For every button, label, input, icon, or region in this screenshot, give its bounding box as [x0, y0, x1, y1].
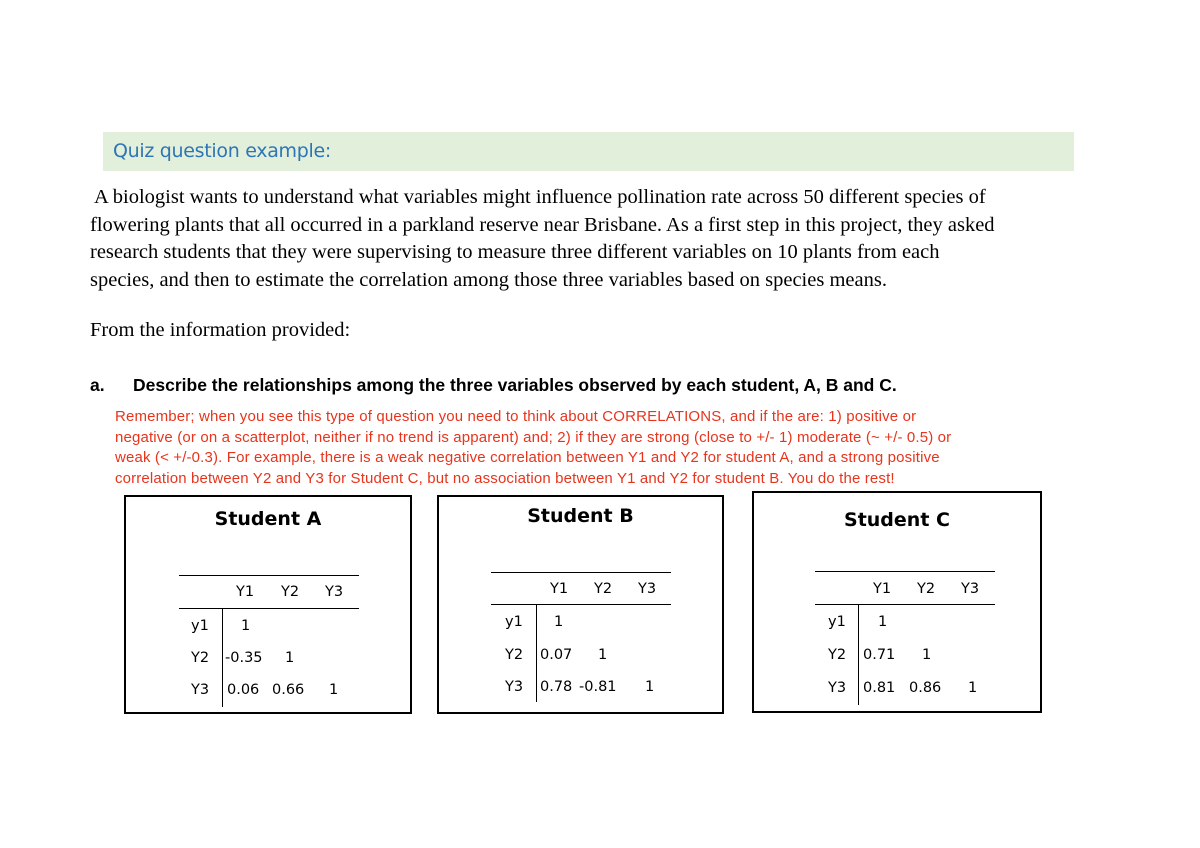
- student-b-box: [437, 495, 724, 714]
- table-header-rule: [815, 604, 995, 605]
- table-top-rule: [491, 572, 671, 573]
- table-label-divider: [536, 604, 537, 702]
- cell-r2c2: 1: [285, 650, 295, 666]
- cell-r2c1: 0.71: [863, 647, 896, 663]
- row-label-y3: Y3: [505, 679, 524, 695]
- student-c-title: Student C: [844, 509, 950, 531]
- cell-r1c1: 1: [241, 618, 251, 634]
- cell-r3c1: 0.81: [863, 680, 896, 696]
- question-letter: a.: [90, 375, 105, 395]
- col-header-y3: Y3: [325, 584, 344, 600]
- table-label-divider: [222, 608, 223, 707]
- table-header-rule: [179, 608, 359, 609]
- hint-line: Remember; when you see this type of question you need to think about CORRELATIONS, and if the are: 1) positive or: [115, 408, 917, 425]
- hint-text: [115, 407, 1075, 489]
- cell-r2c2: 1: [598, 647, 608, 663]
- hint-line: weak (< +/-0.3). For example, there is a weak negative correlation between Y1 and Y2 for student A, and a strong positive: [115, 449, 940, 466]
- question-paragraph: [90, 184, 1120, 294]
- student-b-title: Student B: [527, 505, 634, 527]
- cell-r1c1: 1: [878, 614, 888, 630]
- row-label-y2: Y2: [191, 650, 210, 666]
- row-label-y1: y1: [828, 614, 846, 630]
- paragraph-line: research students that they were supervising to measure three different variables on 10 plants from each: [90, 241, 940, 263]
- section-banner: [103, 132, 1074, 171]
- paragraph-line: flowering plants that all occurred in a parkland reserve near Brisbane. As a first step in this project, they asked: [90, 213, 995, 236]
- row-label-y1: y1: [505, 614, 523, 630]
- from-info-line: From the information provided:: [90, 319, 351, 341]
- hint-line: correlation between Y2 and Y3 for Student C, but no association between Y1 and Y2 for student B. You do the rest!: [115, 469, 895, 487]
- row-label-y2: Y2: [505, 647, 524, 663]
- cell-r3c2: 0.66: [272, 682, 305, 698]
- cell-r3c1: 0.06: [227, 682, 260, 698]
- student-a-title: Student A: [214, 508, 322, 530]
- student-c-box: [752, 491, 1042, 713]
- table-top-rule: [179, 575, 359, 576]
- table-label-divider: [858, 604, 859, 705]
- col-header-y1: Y1: [550, 581, 569, 597]
- table-header-rule: [491, 604, 671, 605]
- table-top-rule: [815, 571, 995, 572]
- hint-line: negative (or on a scatterplot, neither if no trend is apparent) and; 2) if they are strong (close to +/- 1) moderate (~ +/- 0.5) or: [115, 428, 952, 446]
- row-label-y3: Y3: [191, 682, 210, 698]
- col-header-y2: Y2: [917, 581, 936, 597]
- cell-r3c2: 0.86: [909, 680, 942, 696]
- col-header-y2: Y2: [281, 584, 300, 600]
- paragraph-line: A biologist wants to understand what variables might influence pollination rate across 50 different species of: [90, 186, 986, 208]
- row-label-y3: Y3: [828, 680, 847, 696]
- col-header-y1: Y1: [236, 584, 255, 600]
- question-a: [90, 375, 897, 396]
- cell-r3c3: 1: [968, 680, 978, 696]
- row-label-y1: y1: [191, 618, 209, 634]
- cell-r2c1: 0.07: [540, 647, 573, 663]
- cell-r3c1: 0.78: [540, 679, 573, 695]
- cell-r2c1: -0.35: [225, 650, 263, 666]
- row-label-y2: Y2: [828, 647, 847, 663]
- col-header-y2: Y2: [594, 581, 613, 597]
- cell-r3c3: 1: [329, 682, 339, 698]
- student-a-box: [124, 495, 412, 714]
- paragraph-line: species, and then to estimate the correlation among those three variables based on species means.: [90, 268, 887, 291]
- col-header-y3: Y3: [961, 581, 980, 597]
- cell-r3c3: 1: [645, 679, 655, 695]
- col-header-y3: Y3: [638, 581, 657, 597]
- cell-r2c2: 1: [922, 647, 932, 663]
- cell-r1c1: 1: [554, 614, 564, 630]
- cell-r3c2: -0.81: [579, 679, 617, 695]
- question-text: Describe the relationships among the three variables observed by each student, A, B and C.: [133, 375, 897, 395]
- banner-title: Quiz question example:: [113, 140, 331, 162]
- col-header-y1: Y1: [873, 581, 892, 597]
